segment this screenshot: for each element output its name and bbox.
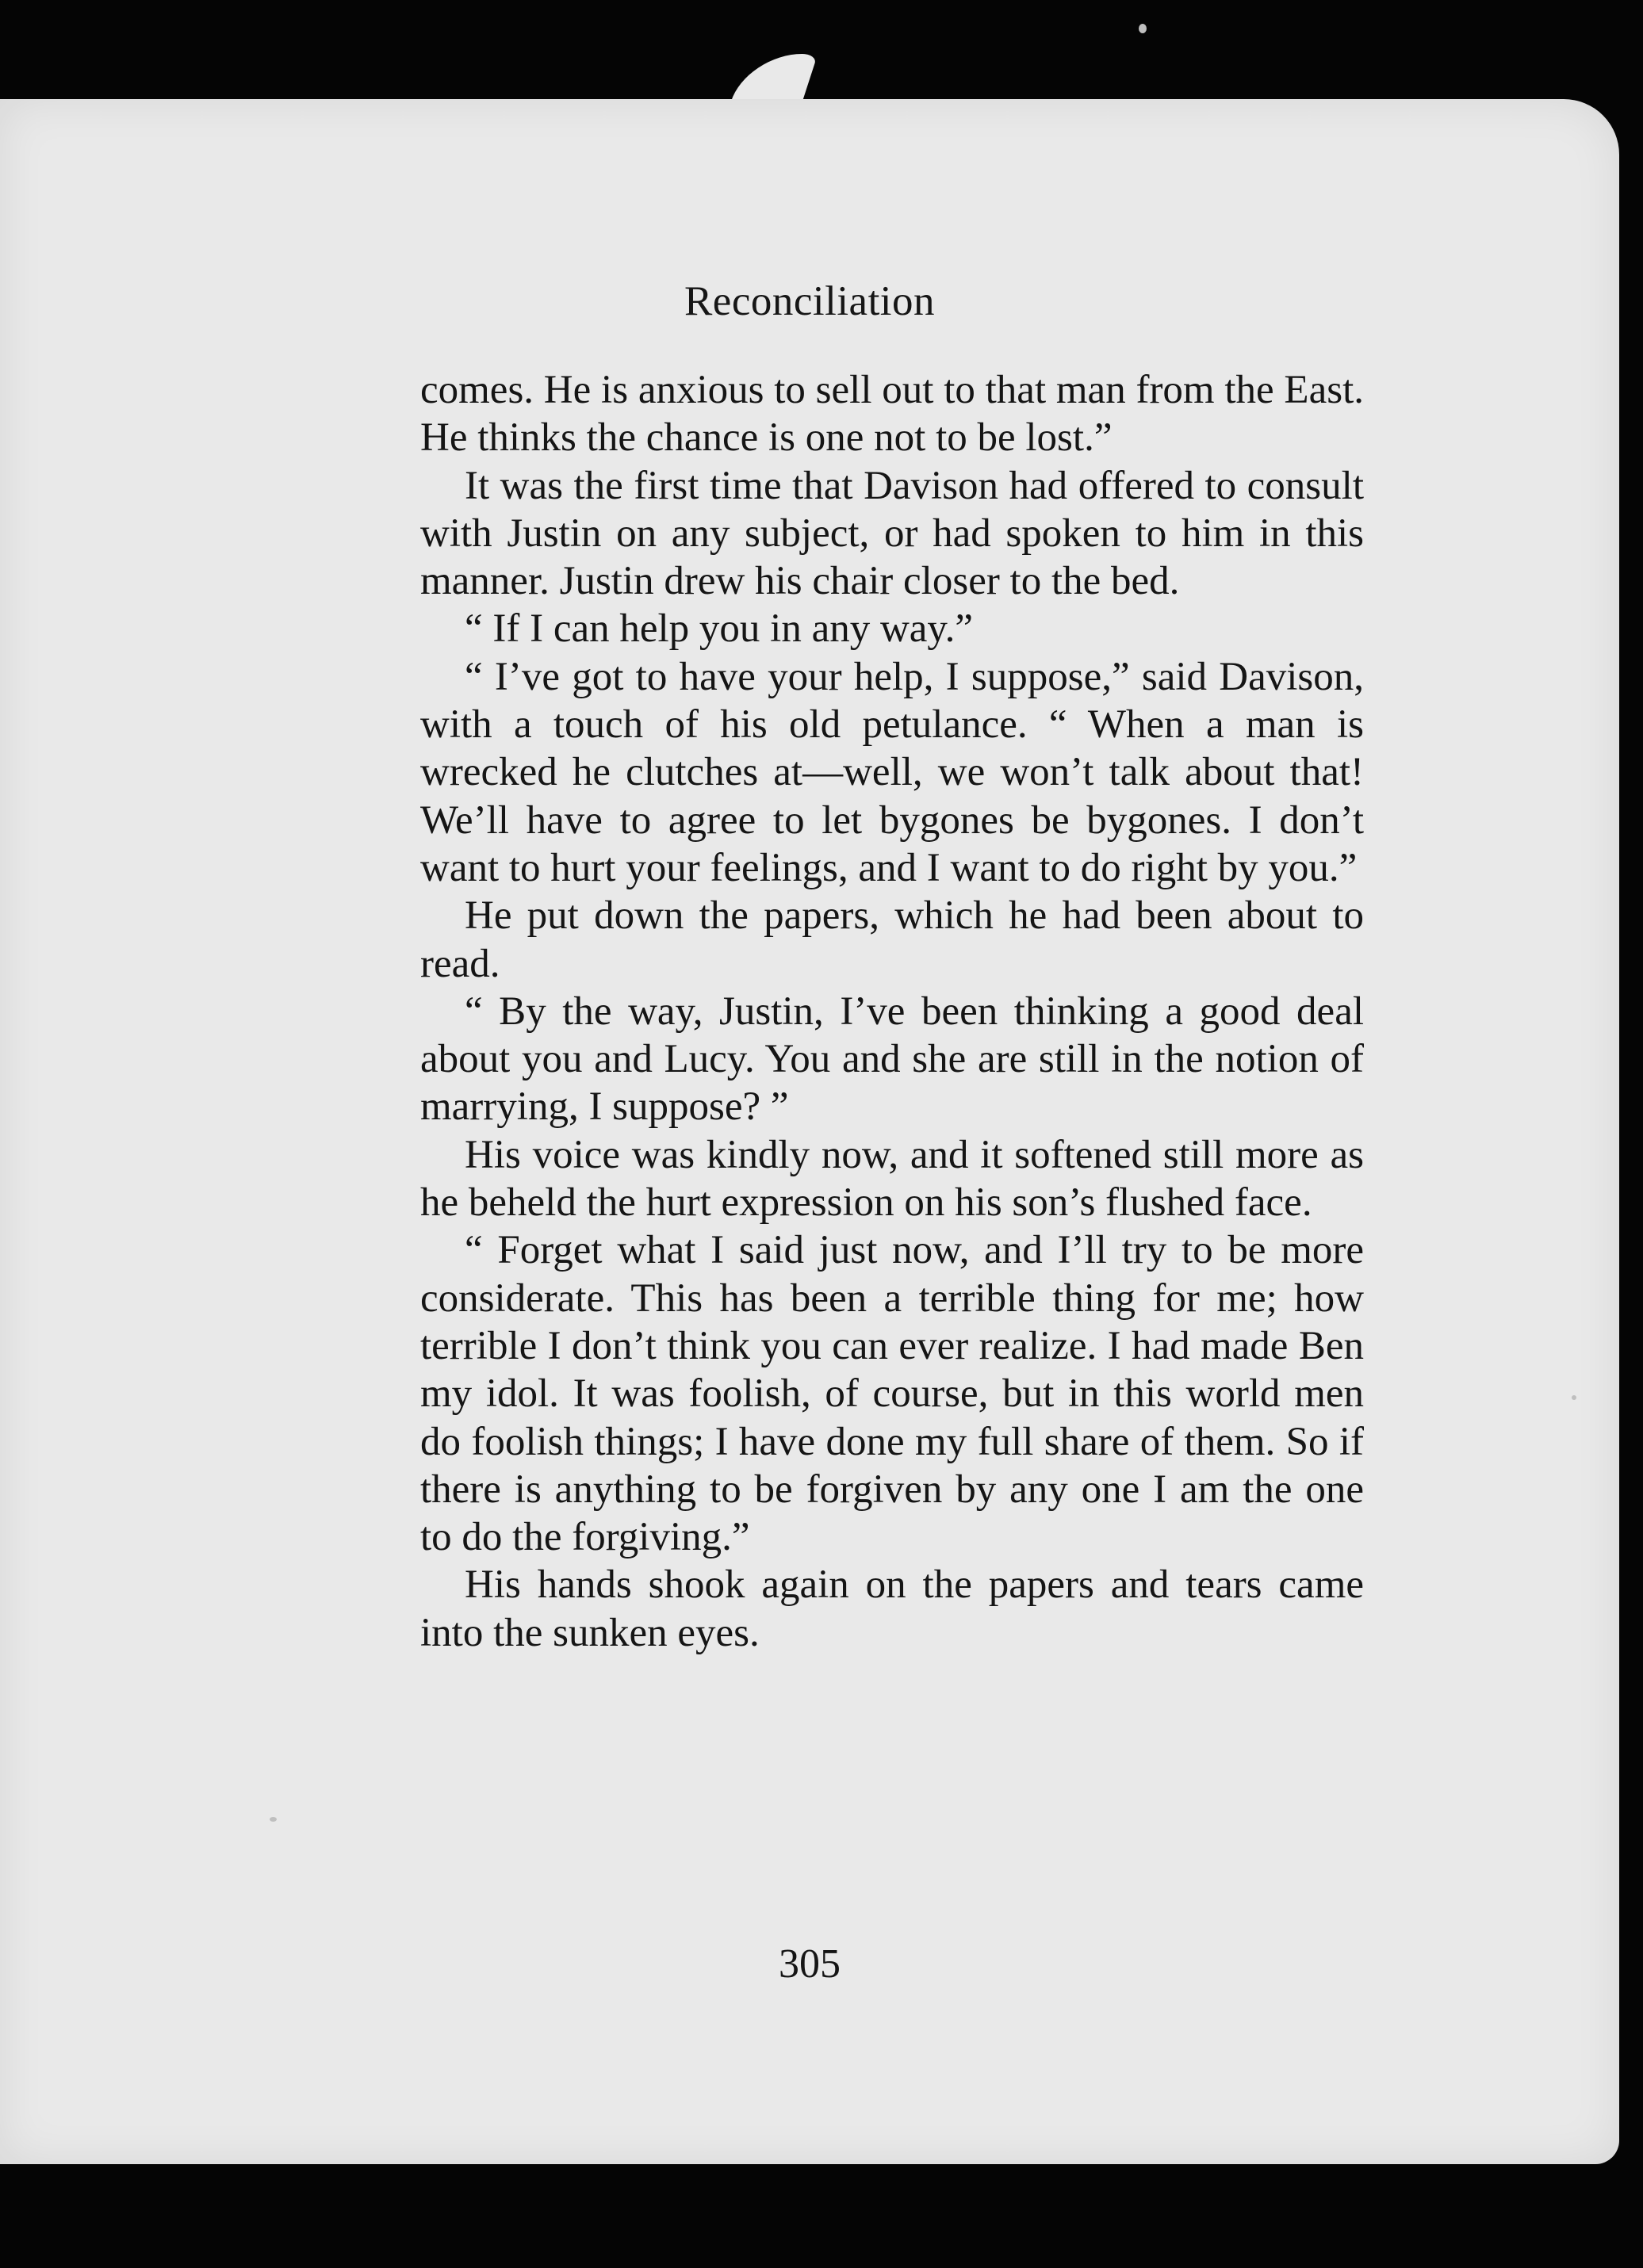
paragraph: “ I’ve got to have your help, I suppose,” said Davison, with a touch of his old petulance. “ When a man is wrecked he clutches at—well, we won’t talk about that! We’ll have to agree to let bygones be bygones. I don’t want to hurt your feelings, and I want to do right by you.” <box>420 654 1364 890</box>
body-text <box>420 366 1364 1657</box>
page-number: 305 <box>779 1941 841 1987</box>
paragraph: He put down the papers, which he had been about to read. <box>420 893 1364 986</box>
paragraph: His hands shook again on the papers and tears came into the sunken eyes. <box>420 1562 1364 1655</box>
paragraph: His voice was kindly now, and it softened still more as he beheld the hurt expression on his son’s flushed face. <box>420 1132 1364 1226</box>
scan-speck <box>270 1817 277 1822</box>
scan-speck <box>1139 24 1147 33</box>
running-head: Reconciliation <box>684 278 936 324</box>
paragraph: It was the first time that Davison had offered to consult with Justin on any subject, or had spoken to him in this manner. Justin drew his chair closer to the bed. <box>420 463 1364 604</box>
paragraph: “ By the way, Justin, I’ve been thinking a good deal about you and Lucy. You and she are still in the notion of marrying, I suppose? ” <box>420 989 1364 1130</box>
paragraph: “ Forget what I said just now, and I’ll try to be more considerate. This has been a terrible thing for me; how terrible I don’t think you can ever realize. I had made Ben my idol. It was foolish, of course, but in this world men do foolish things; I have done my full share of them. So if there is anything to be forgiven by any one I am the one to do the forgiving.” <box>420 1228 1364 1560</box>
scan-speck <box>1572 1395 1576 1400</box>
paragraph: comes. He is anxious to sell out to that man from the East. He thinks the chance is one not to be lost.” <box>420 368 1364 461</box>
paragraph: “ If I can help you in any way.” <box>465 606 974 652</box>
